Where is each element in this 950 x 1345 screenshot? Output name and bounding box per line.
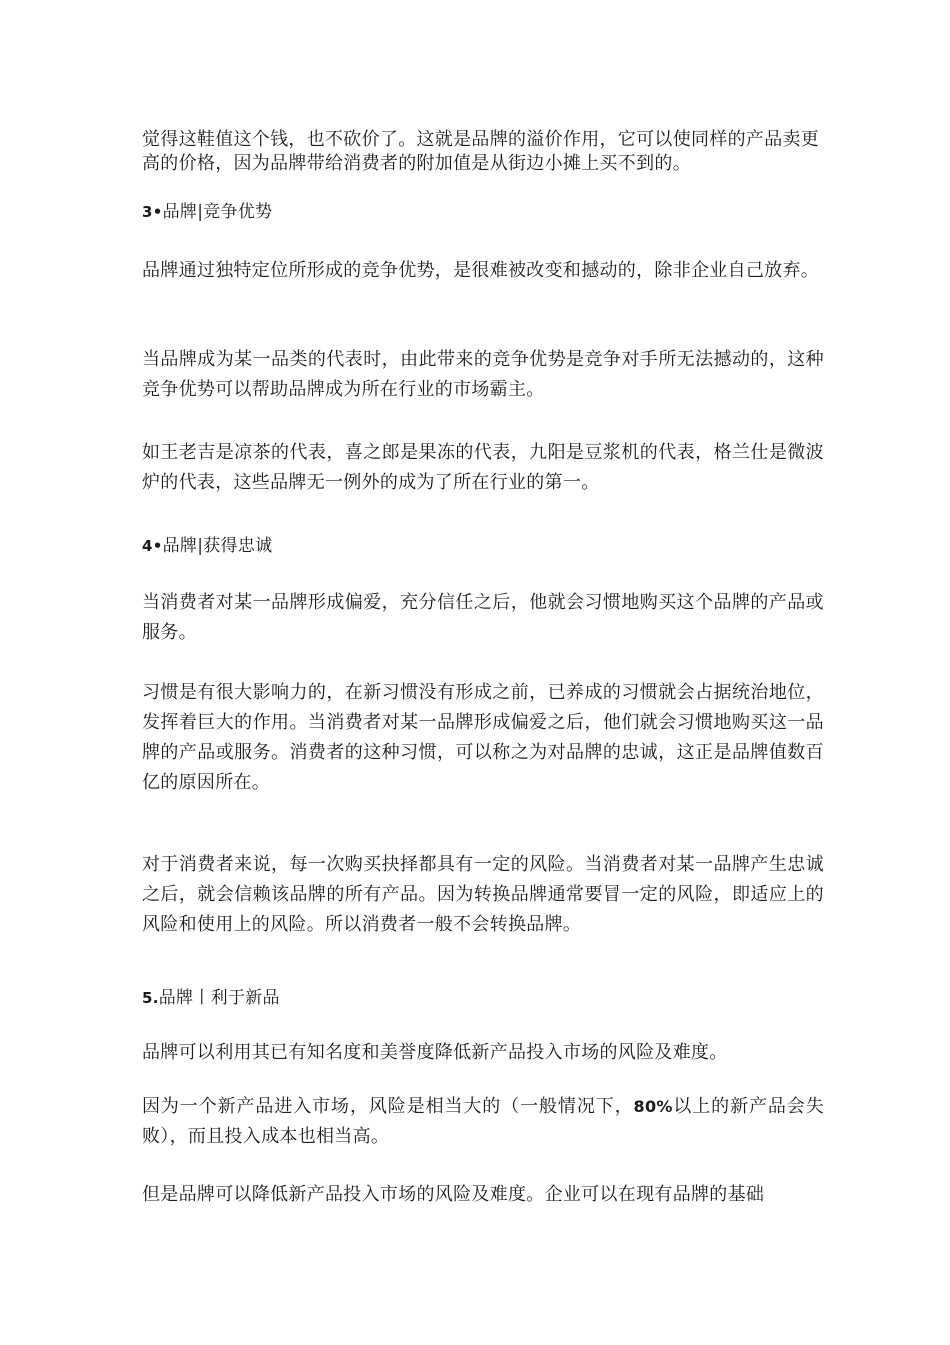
section-3-paragraph-2: 当品牌成为某一品类的代表时，由此带来的竞争优势是竞争对手所无法撼动的，这种竞争优势可以帮助品牌成为所在行业的市场霸主。 bbox=[142, 349, 824, 400]
section-5-paragraph-2-start: 因为一个新产品进入市场，风险是相当大的（一般情况下， bbox=[142, 1096, 634, 1117]
section-4-number: 4• bbox=[142, 537, 163, 555]
section-5-title: 品牌丨利于新品 bbox=[158, 988, 280, 1008]
section-4-heading bbox=[142, 534, 824, 558]
section-3-paragraph-1: 品牌通过独特定位所形成的竞争优势，是很难被改变和撼动的，除非企业自己放弃。 bbox=[142, 260, 820, 281]
section-3-heading bbox=[142, 200, 824, 224]
percentage-value: 80% bbox=[633, 1097, 673, 1116]
section-4-title: 品牌|获得忠诚 bbox=[162, 536, 273, 556]
section-3-title: 品牌|竞争优势 bbox=[162, 202, 273, 222]
section-5-paragraph-2 bbox=[142, 1092, 824, 1152]
section-3-paragraph-3: 如王老吉是凉茶的代表，喜之郎是果冻的代表，九阳是豆浆机的代表，格兰仕是微波炉的代表，这些品牌无一例外的成为了所在行业的第一。 bbox=[142, 442, 824, 493]
section-4-paragraph-1: 当消费者对某一品牌形成偏爱，充分信任之后，他就会习惯地购买这个品牌的产品或服务。 bbox=[142, 592, 824, 643]
section-5-heading bbox=[142, 986, 824, 1010]
section-4-paragraph-3: 对于消费者来说，每一次购买抉择都具有一定的风险。当消费者对某一品牌产生忠诚之后，就会信赖该品牌的所有产品。因为转换品牌通常要冒一定的风险，即适应上的风险和使用上的风险。所以消费者一般不会转换品牌。 bbox=[142, 854, 824, 935]
intro-paragraph: 觉得这鞋值这个钱，也不砍价了。这就是品牌的溢价作用，它可以使同样的产品卖更高的价格，因为品牌带给消费者的附加值是从街边小摊上买不到的。 bbox=[142, 129, 820, 174]
section-5-paragraph-3: 但是品牌可以降低新产品投入市场的风险及难度。企业可以在现有品牌的基础 bbox=[142, 1184, 765, 1205]
section-5-paragraph-1: 品牌可以利用其已有知名度和美誉度降低新产品投入市场的风险及难度。 bbox=[142, 1042, 728, 1063]
section-5-paragraph-2-end: 以上的新产品会失败），而且投入成本也相当高。 bbox=[142, 1096, 824, 1147]
section-4-paragraph-2: 习惯是有很大影响力的，在新习惯没有形成之前，已养成的习惯就会占据统治地位，发挥着巨大的作用。当消费者对某一品牌形成偏爱之后，他们就会习惯地购买这一品牌的产品或服务。消费者的这种习惯，可以称之为对品牌的忠诚，这正是品牌值数百亿的原因所在。 bbox=[142, 682, 824, 793]
section-5-number: 5. bbox=[142, 989, 159, 1007]
section-3-number: 3• bbox=[142, 203, 163, 221]
